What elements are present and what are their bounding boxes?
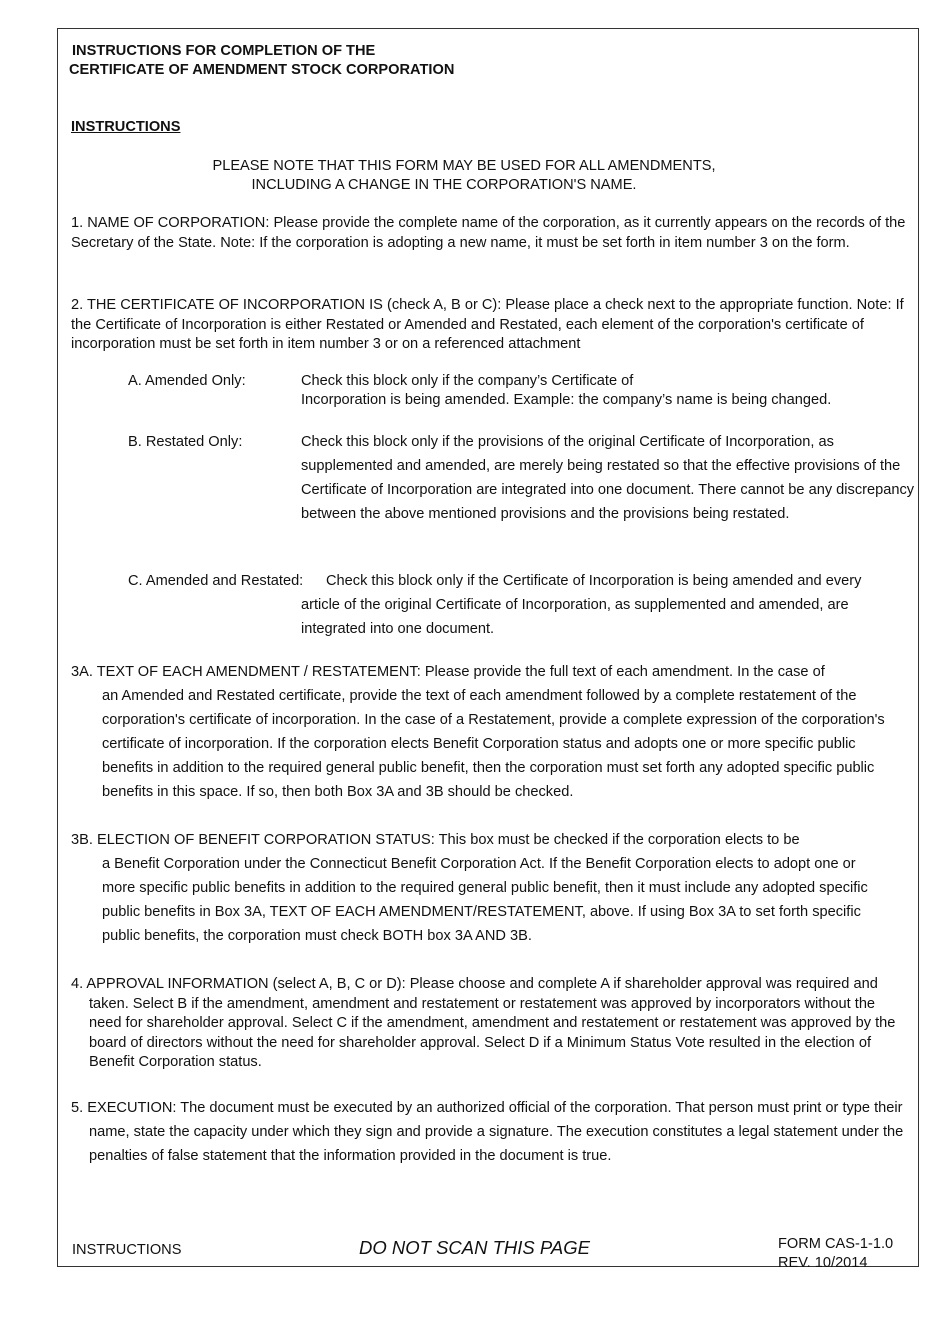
item-3a-text: an Amended and Restated certificate, provide the text of each amendment followed by a complete restatement of the corporation's certificate of incorporation. In the case of a Restatement, provide a complete expression of the corporation's certificate of incorporation. If the corporation elects Benefit Corporation status and adopts one or more specific public benefits in addition to the required general public benefit, then the corporation must set forth any adopted specific public benefits in this space. If so, then both Box 3A and 3B should be checked.	[102, 688, 885, 800]
item-1-name-of-corporation: 1. NAME OF CORPORATION: Please provide the complete name of the corporation, as it currently appears on the records of the Secretary of the State. Note: If the corporation is adopting a new name, it must be set forth in item number 3 on the form.	[71, 215, 906, 251]
option-c-text-line-1: Check this block only if the Certificate of Incorporation is being amended and every	[326, 573, 862, 589]
item-3a-first-line: 3A. TEXT OF EACH AMENDMENT / RESTATEMENT: Please provide the full text of each amendment. In the case of	[71, 664, 825, 680]
option-a-label: A. Amended Only:	[128, 373, 246, 389]
section-heading: INSTRUCTIONS	[71, 119, 181, 135]
title-line-1: INSTRUCTIONS FOR COMPLETION OF THE	[72, 43, 376, 59]
note-line-1: PLEASE NOTE THAT THIS FORM MAY BE USED FOR ALL AMENDMENTS,	[212, 158, 716, 174]
note-line-2: INCLUDING A CHANGE IN THE CORPORATION'S NAME.	[251, 177, 637, 193]
item-3b-first-line: 3B. ELECTION OF BENEFIT CORPORATION STATUS: This box must be checked if the corporation elects to be	[71, 832, 800, 848]
item-3b-text: a Benefit Corporation under the Connecticut Benefit Corporation Act. If the Benefit Corporation elects to adopt one or more specific public benefits in addition to the required general public benefit, then it must include any adopted specific public benefits in Box 3A, TEXT OF EACH AMENDMENT/RESTATEMENT, above. If using Box 3A to set forth specific public benefits, the corporation must check BOTH box 3A AND 3B.	[102, 856, 868, 944]
footer-do-not-scan: DO NOT SCAN THIS PAGE	[359, 1237, 590, 1258]
option-c-text-rest: article of the original Certificate of Incorporation, as supplemented and amended, are integrated into one document.	[301, 597, 849, 637]
title-line-2: CERTIFICATE OF AMENDMENT STOCK CORPORATION	[69, 62, 455, 78]
option-a-text-line-1: Check this block only if the company’s Certificate of	[301, 373, 634, 389]
footer-form-number: FORM CAS-1-1.0	[778, 1236, 894, 1252]
item-4-approval-information: 4. APPROVAL INFORMATION (select A, B, C or D): Please choose and complete A if shareholder approval was required and taken. Select B if the amendment, amendment and restatement or restatement was approved by incorporators without the need for shareholder approval. Select C if the amendment, amendment and restatement or restatement was approved by the board of directors without the need for shareholder approval. Select D if a Minimum Status Vote resulted in the election of Benefit Corporation status.	[71, 976, 896, 1070]
option-b-label: B. Restated Only:	[128, 434, 243, 450]
item-2-certificate-type: 2. THE CERTIFICATE OF INCORPORATION IS (check A, B or C): Please place a check next to the appropriate function. Note: If the Certificate of Incorporation is either Restated or Amended and Restated, each element of the corporation's certificate of incorporation must be set forth in item number 3 or on a referenced attachment	[71, 297, 904, 352]
footer-instructions-label: INSTRUCTIONS	[72, 1242, 182, 1258]
option-c-label: C. Amended and Restated:	[128, 573, 304, 589]
item-5-execution: 5. EXECUTION: The document must be executed by an authorized official of the corporation. That person must print or type their name, state the capacity under which they sign and provide a signature. The execution constitutes a legal statement under the penalties of false statement that the information provided in the document is true.	[71, 1100, 904, 1164]
footer-revision: REV. 10/2014	[778, 1255, 868, 1267]
option-b-text: Check this block only if the provisions of the original Certificate of Incorporation, as supplemented and amended, are merely being restated so that the effective provisions of the Certificate of Incorporation are integrated into one document. There cannot be any discrepancy between the above mentioned provisions and the provisions being restated.	[301, 434, 915, 522]
option-a-text-line-2: Incorporation is being amended. Example: the company’s name is being changed.	[301, 392, 832, 408]
